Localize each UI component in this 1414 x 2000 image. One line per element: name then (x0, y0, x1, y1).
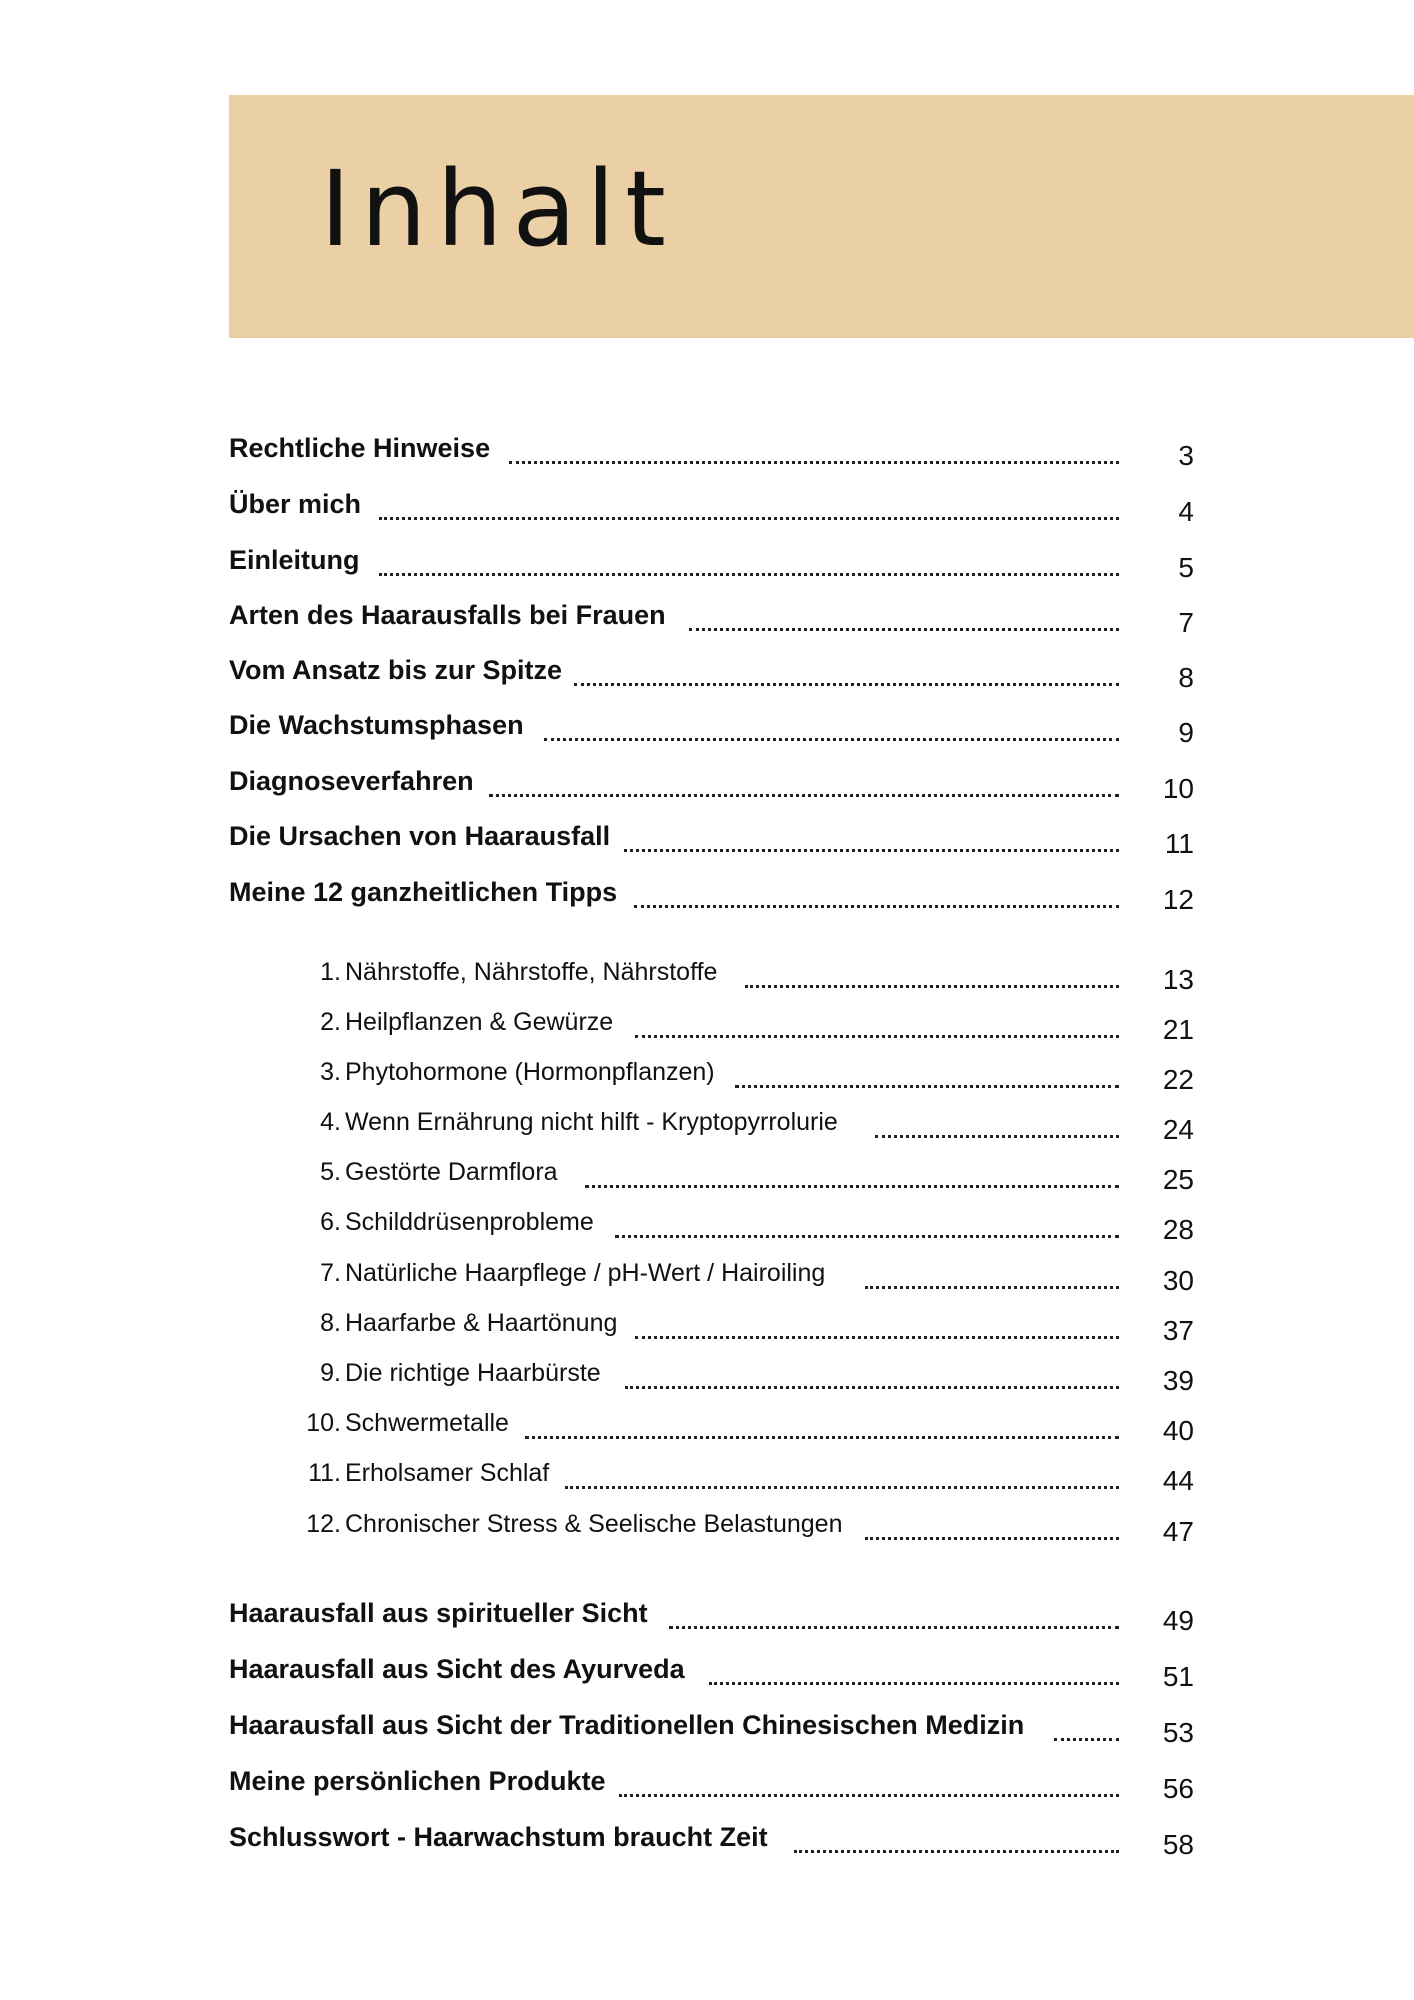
toc-entry-label: Nährstoffe, Nährstoffe, Nährstoffe (345, 954, 725, 990)
toc-entry-page: 40 (1162, 1415, 1194, 1446)
toc-tip-5[interactable] (320, 1154, 1194, 1196)
toc-entry-label: Haarausfall aus spiritueller Sicht (229, 1595, 656, 1631)
toc-tip-3[interactable] (320, 1054, 1194, 1096)
toc-entry-page: 9 (1178, 717, 1194, 748)
toc-tip-6[interactable] (320, 1204, 1194, 1246)
toc-entry-label: Heilpflanzen & Gewürze (345, 1004, 621, 1040)
toc-entry-page: 12 (1162, 884, 1194, 915)
toc-tip-2[interactable] (320, 1004, 1194, 1046)
toc-tip-12[interactable] (306, 1506, 1194, 1548)
toc-entry-page: 3 (1178, 440, 1194, 471)
toc-entry-page: 4 (1178, 496, 1194, 527)
toc-entry-wachstumsphasen[interactable] (229, 707, 1194, 749)
toc-entry-label: Rechtliche Hinweise (229, 430, 498, 466)
toc-entry-label: Diagnoseverfahren (229, 763, 482, 799)
toc-entry-page: 39 (1162, 1365, 1194, 1396)
toc-entry-page: 13 (1162, 964, 1194, 995)
toc-entry-page: 25 (1162, 1164, 1194, 1195)
toc-tip-number: 11. (308, 1459, 341, 1487)
toc-entry-page: 8 (1178, 662, 1194, 693)
toc-entry-label: Die Ursachen von Haarausfall (229, 818, 618, 854)
toc-entry-label: Haarfarbe & Haartönung (345, 1305, 625, 1341)
toc-tip-number: 3. (320, 1058, 341, 1086)
toc-entry-label: Die richtige Haarbürste (345, 1355, 609, 1391)
toc-tip-number: 8. (320, 1309, 341, 1337)
toc-entry-produkte[interactable] (229, 1763, 1194, 1805)
toc-entry-label: Schwermetalle (345, 1405, 517, 1441)
toc-entry-einleitung[interactable] (229, 542, 1194, 584)
page-title: Inhalt (320, 148, 676, 270)
toc-entry-page: 56 (1162, 1773, 1194, 1804)
toc-tip-11[interactable] (308, 1455, 1194, 1497)
toc-entry-page: 22 (1162, 1064, 1194, 1095)
toc-entry-label: Die Wachstumsphasen (229, 707, 532, 743)
toc-entry-label: Wenn Ernährung nicht hilft - Kryptopyrrolurie (345, 1104, 846, 1140)
toc-entry-label: Phytohormone (Hormonpflanzen) (345, 1054, 723, 1090)
toc-tip-number: 7. (320, 1259, 341, 1287)
toc-tip-9[interactable] (320, 1355, 1194, 1397)
toc-entry-label: Erholsamer Schlaf (345, 1455, 557, 1491)
toc-entry-page: 44 (1162, 1465, 1194, 1496)
toc-entry-tcm[interactable] (229, 1707, 1194, 1749)
toc-entry-page: 30 (1162, 1265, 1194, 1296)
toc-entry-label: Natürliche Haarpflege / pH-Wert / Hairoiling (345, 1255, 833, 1291)
toc-entry-ueber-mich[interactable] (229, 486, 1194, 528)
toc-entry-diagnoseverfahren[interactable] (229, 763, 1194, 805)
toc-entry-page: 5 (1178, 552, 1194, 583)
toc-entry-label: Schlusswort - Haarwachstum braucht Zeit (229, 1819, 776, 1855)
toc-entry-label: Meine 12 ganzheitlichen Tipps (229, 874, 625, 910)
toc-entry-page: 10 (1162, 773, 1194, 804)
toc-tip-number: 2. (320, 1008, 341, 1036)
toc-tip-number: 4. (320, 1108, 341, 1136)
toc-tip-number: 6. (320, 1208, 341, 1236)
toc-tip-number: 1. (320, 958, 341, 986)
toc-tip-8[interactable] (320, 1305, 1194, 1347)
toc-entry-label: Arten des Haarausfalls bei Frauen (229, 597, 674, 633)
toc-entry-label: Einleitung (229, 542, 368, 578)
toc-entry-vom-ansatz[interactable] (229, 652, 1194, 694)
toc-entry-label: Haarausfall aus Sicht des Ayurveda (229, 1651, 693, 1687)
toc-tip-number: 12. (306, 1510, 341, 1538)
toc-entry-page: 28 (1162, 1214, 1194, 1245)
toc-tip-4[interactable] (320, 1104, 1194, 1146)
toc-entry-page: 11 (1164, 828, 1194, 859)
toc-entry-label: Meine persönlichen Produkte (229, 1763, 614, 1799)
toc-entry-label: Vom Ansatz bis zur Spitze (229, 652, 570, 688)
toc-tip-10[interactable] (306, 1405, 1194, 1447)
toc-entry-page: 24 (1162, 1114, 1194, 1145)
toc-tip-7[interactable] (320, 1255, 1194, 1297)
toc-entry-12-tipps[interactable] (229, 874, 1194, 916)
toc-entry-label: Über mich (229, 486, 369, 522)
toc-entry-page: 53 (1162, 1717, 1194, 1748)
toc-entry-rechtliche-hinweise[interactable] (229, 430, 1194, 472)
toc-tip-number: 5. (320, 1158, 341, 1186)
toc-entry-ayurveda[interactable] (229, 1651, 1194, 1693)
toc-tip-number: 9. (320, 1359, 341, 1387)
toc-entry-ursachen[interactable] (229, 818, 1194, 860)
toc-entry-schlusswort[interactable] (229, 1819, 1194, 1861)
toc-entry-page: 37 (1162, 1315, 1194, 1346)
toc-tip-number: 10. (306, 1409, 341, 1437)
toc-entry-label: Gestörte Darmflora (345, 1154, 566, 1190)
toc-entry-page: 58 (1162, 1829, 1194, 1860)
toc-entry-page: 47 (1162, 1516, 1194, 1547)
toc-entry-label: Haarausfall aus Sicht der Traditionellen Chinesischen Medizin (229, 1707, 1032, 1743)
toc-entry-label: Chronischer Stress & Seelische Belastungen (345, 1506, 851, 1542)
toc-entry-spirituelle-sicht[interactable] (229, 1595, 1194, 1637)
toc-entry-label: Schilddrüsenprobleme (345, 1204, 602, 1240)
toc-entry-page: 49 (1162, 1605, 1194, 1636)
toc-entry-page: 51 (1162, 1661, 1194, 1692)
toc-entry-arten-des-haarausfalls[interactable] (229, 597, 1194, 639)
toc-tip-1[interactable] (320, 954, 1194, 996)
toc-entry-page: 7 (1178, 607, 1194, 638)
toc-entry-page: 21 (1162, 1014, 1194, 1045)
